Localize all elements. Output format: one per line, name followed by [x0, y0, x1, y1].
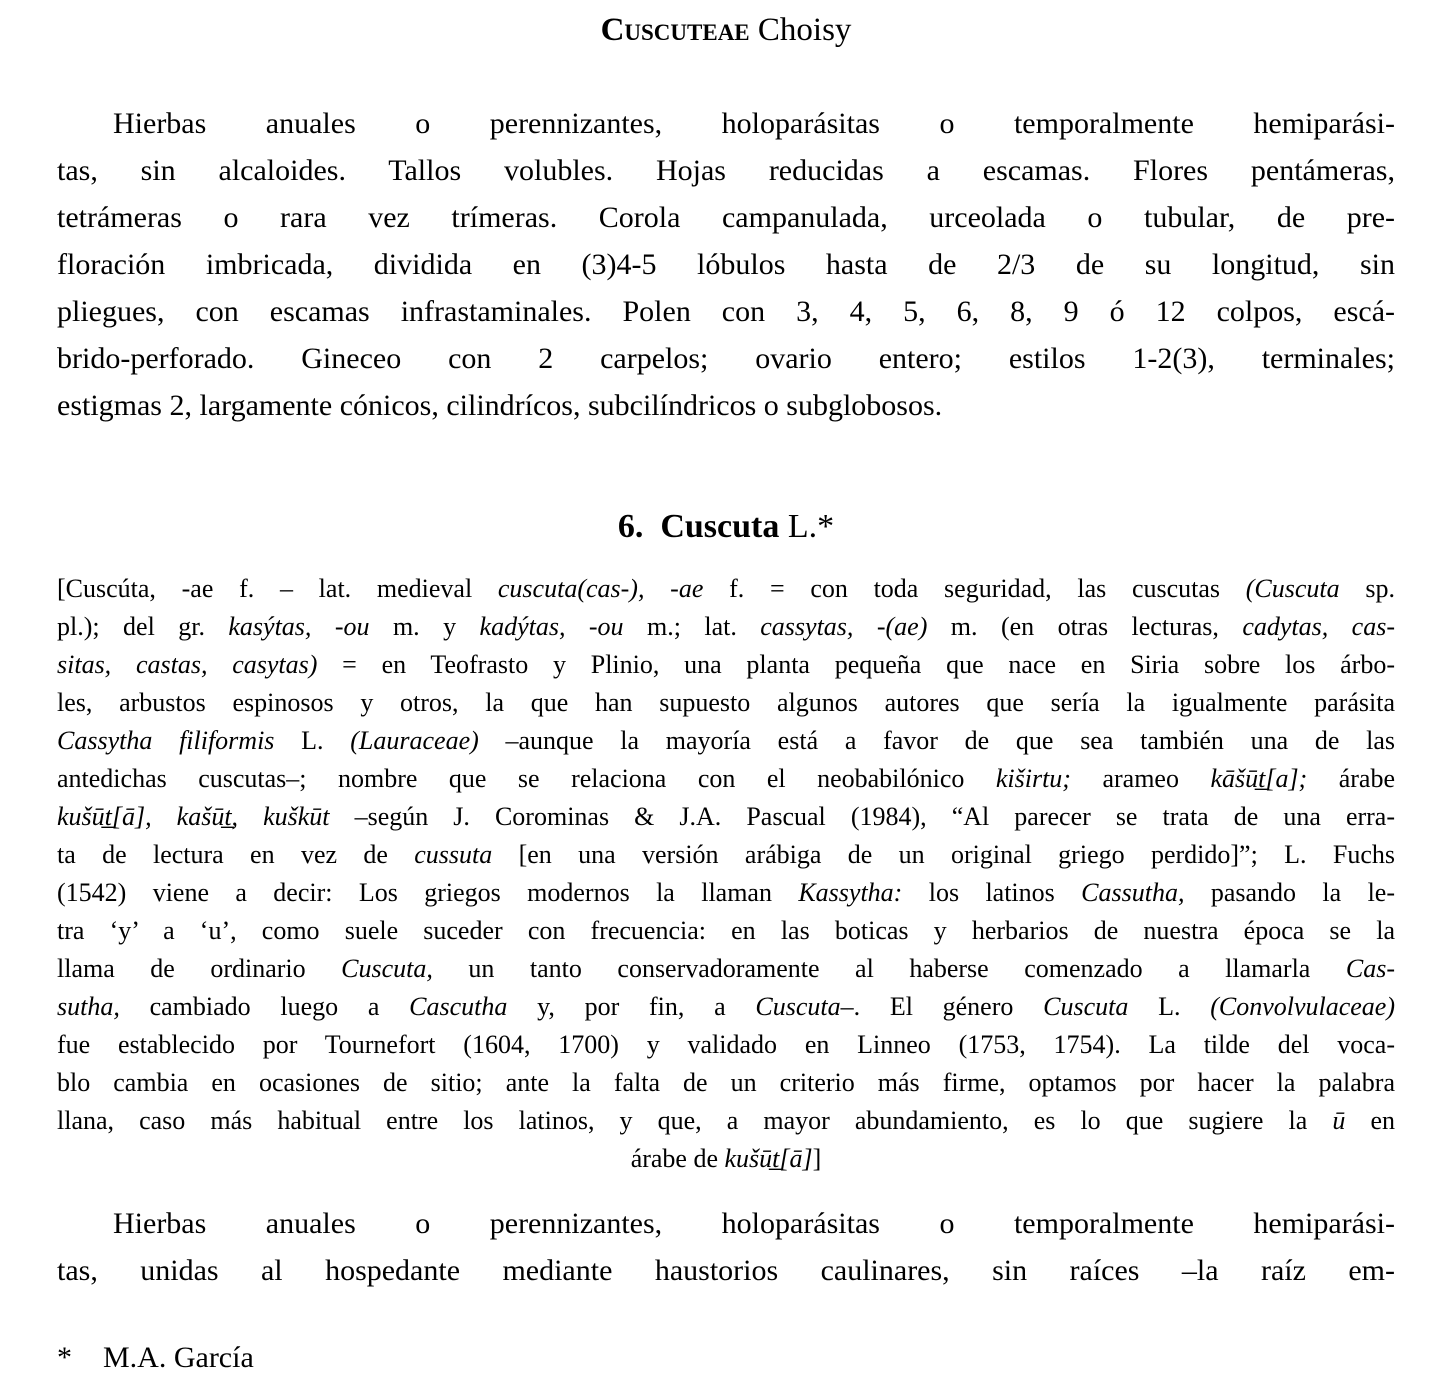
text-run: cussuta [414, 840, 493, 869]
text-run: ta de lectura en vez de [57, 840, 415, 869]
text-run: m. y [369, 612, 480, 641]
text-run: kasýtas, -ou [228, 612, 370, 641]
text-line [57, 874, 1395, 912]
text-line [57, 194, 1395, 241]
text-run: arameo [1070, 764, 1211, 793]
text-line [57, 382, 1395, 429]
footnote-asterisk: * [57, 1341, 72, 1374]
text-run: cassytas, -(ae) [760, 612, 928, 641]
tribe-title [57, 10, 1395, 50]
text-line [57, 760, 1395, 798]
text-run: [en una versión arábiga de un original griego perdido]”; L. Fuchs [492, 840, 1395, 869]
text-run: kadýtas, -ou [479, 612, 624, 641]
text-line [57, 1102, 1395, 1140]
text-line [57, 147, 1395, 194]
text-run: llana, caso más habitual entre los latinos, y que, a mayor abundamiento, es lo que sugiere la [57, 1106, 1333, 1135]
text-run: sitas, castas, casytas) [57, 650, 318, 679]
text-run: sp. [1339, 574, 1395, 603]
text-run: antedichas cuscutas–; nombre que se relaciona con el neobabilónico [57, 764, 996, 793]
text-run: kušūt̲[ā], kašūt̲, kuškūt [57, 802, 330, 831]
text-run: L. [274, 726, 351, 755]
text-run: cadytas, cas- [1242, 612, 1395, 641]
text-run: 6. Cuscuta [617, 508, 780, 545]
text-run: Kassytha: [798, 878, 903, 907]
text-run: m.; lat. [623, 612, 761, 641]
text-run: –aunque la mayoría está a favor de que sea también una de las [478, 726, 1395, 755]
text-run: m. (en otras lecturas, [927, 612, 1243, 641]
text-line [57, 1026, 1395, 1064]
text-line [57, 288, 1395, 335]
text-line [57, 646, 1395, 684]
text-run: y, por fin, a [507, 992, 756, 1021]
text-run: Cassutha, [1081, 878, 1185, 907]
text-line [57, 950, 1395, 988]
text-run: cambiado luego a [119, 992, 410, 1021]
text-run: Hierbas anuales o perennizantes, holoparásitas o temporalmente hemiparási- [113, 1207, 1395, 1240]
text-run: kiširtu; [995, 764, 1071, 793]
text-run: pl.); del gr. [57, 612, 229, 641]
text-line [57, 570, 1395, 608]
text-line [57, 608, 1395, 646]
text-run: les, arbustos espinosos y otros, la que han supuesto algunos autores que sería la igualmente parásita [57, 688, 1395, 717]
text-run: L. [1128, 992, 1211, 1021]
text-run: pliegues, con escamas infrastaminales. Polen con 3, 4, 5, 6, 8, 9 ó 12 colpos, escá- [57, 295, 1395, 328]
text-run: pasando la le- [1184, 878, 1395, 907]
text-line [57, 798, 1395, 836]
text-run: árabe de [630, 1144, 725, 1173]
text-run: (Cuscuta [1245, 574, 1340, 603]
text-run: brido-perforado. Gineceo con 2 carpelos; ovario entero; estilos 1-2(3), terminales; [57, 342, 1395, 375]
text-line [57, 1064, 1395, 1102]
text-line [57, 836, 1395, 874]
text-run: . El género [853, 992, 1044, 1021]
text-run: Hierbas anuales o perennizantes, holoparásitas o temporalmente hemiparási- [113, 107, 1395, 140]
text-run: Choisy [749, 12, 852, 48]
text-line [57, 912, 1395, 950]
genus-heading [57, 505, 1395, 549]
text-run: kušūt̲[ā] [724, 1144, 813, 1173]
footnote-author [57, 1338, 1395, 1378]
text-line [57, 1200, 1395, 1247]
text-line [57, 1140, 1395, 1178]
tribe-description-paragraph [57, 100, 1395, 429]
text-run: tas, sin alcaloides. Tallos volubles. Hojas reducidas a escamas. Flores pentámeras, [57, 154, 1395, 187]
text-run: un tanto conservadoramente al haberse comenzado a llamarla [432, 954, 1346, 983]
text-run: Cascutha [409, 992, 508, 1021]
text-run: (1542) viene a decir: Los griegos modernos la llaman [57, 878, 799, 907]
text-run: Cuscuta– [755, 992, 854, 1021]
text-run: Cassytha filiformis [57, 726, 275, 755]
text-run: ] [812, 1144, 822, 1173]
text-run: llama de ordinario [57, 954, 342, 983]
text-run: tetrámeras o rara vez trímeras. Corola campanulada, urceolada o tubular, de pre- [57, 201, 1395, 234]
etymology-paragraph [57, 570, 1395, 1178]
text-run: Cuscuteae [600, 12, 750, 48]
text-run: Cuscuta [1043, 992, 1129, 1021]
text-line [57, 241, 1395, 288]
text-run: sutha, [57, 992, 120, 1021]
text-run: estigmas 2, largamente cónicos, cilindrícos, subcilíndricos o subglobosos. [57, 389, 943, 422]
text-run: kāšūt̲[a]; [1210, 764, 1308, 793]
text-line [57, 100, 1395, 147]
text-run: L.* [779, 508, 835, 545]
footnote-text: M.A. García [103, 1341, 254, 1374]
text-run: árabe [1307, 764, 1395, 793]
text-run: ū [1332, 1106, 1346, 1135]
text-run: Cuscuta, [341, 954, 433, 983]
text-run: en [1345, 1106, 1395, 1135]
text-run: floración imbricada, dividida en (3)4-5 lóbulos hasta de 2/3 de su longitud, sin [57, 248, 1395, 281]
text-run: –según J. Corominas & J.A. Pascual (1984), “Al parecer se trata de una erra- [329, 802, 1396, 831]
text-run: blo cambia en ocasiones de sitio; ante la falta de un criterio más firme, optamos por hacer la palabra [57, 1068, 1395, 1097]
text-run: tra ‘y’ a ‘u’, como suele suceder con frecuencia: en las boticas y herbarios de nuestra época se la [57, 916, 1395, 945]
text-run: (Lauraceae) [350, 726, 479, 755]
text-run: los latinos [902, 878, 1082, 907]
text-line [57, 988, 1395, 1026]
text-run: f. = con toda seguridad, las cuscutas [703, 574, 1246, 603]
text-line [57, 335, 1395, 382]
text-run: cuscuta(cas-), -ae [497, 574, 704, 603]
text-line [57, 722, 1395, 760]
text-run: Cas- [1345, 954, 1395, 983]
text-run: [Cuscúta, -ae f. – lat. medieval [57, 574, 498, 603]
text-run: tas, unidas al hospedante mediante haustorios caulinares, sin raíces –la raíz em- [57, 1254, 1395, 1287]
genus-description-paragraph [57, 1200, 1395, 1294]
text-run: = en Teofrasto y Plinio, una planta pequeña que nace en Siria sobre los árbo- [317, 650, 1395, 679]
text-line [57, 1247, 1395, 1294]
text-line [57, 684, 1395, 722]
text-run: fue establecido por Tournefort (1604, 1700) y validado en Linneo (1753, 1754). La tilde del voca- [57, 1030, 1395, 1059]
text-run: (Convolvulaceae) [1210, 992, 1395, 1021]
